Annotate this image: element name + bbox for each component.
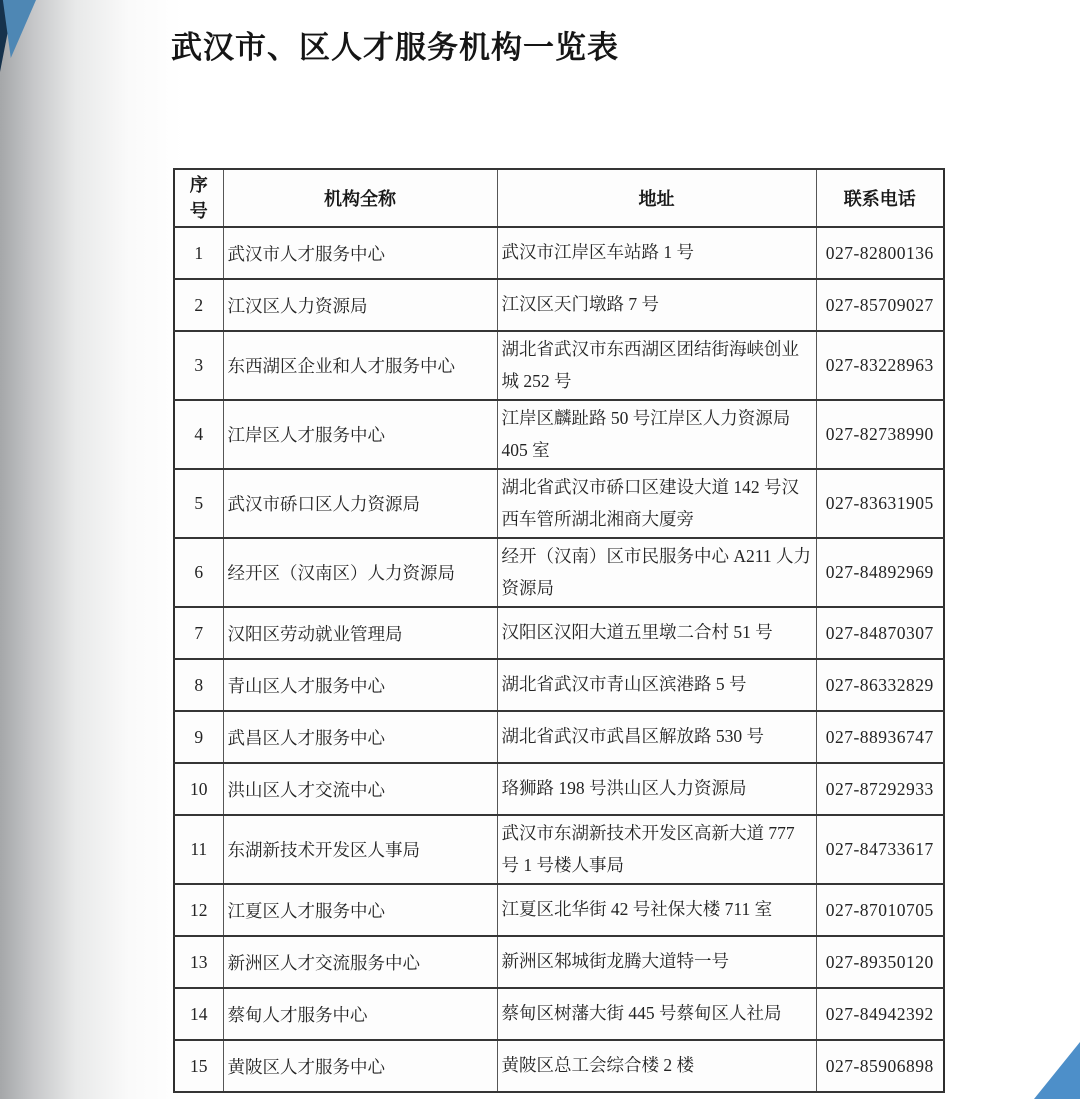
row-no: 6 (174, 538, 223, 607)
address-cell: 湖北省武汉市武昌区解放路 530 号 (497, 711, 816, 763)
header-no-label: 序号 (189, 175, 208, 222)
phone-cell: 027-89350120 (816, 936, 944, 988)
row-no: 15 (174, 1040, 223, 1092)
header-no (174, 169, 223, 227)
table-row (174, 815, 944, 884)
phone-cell: 027-84892969 (816, 538, 944, 607)
phone-cell: 027-83228963 (816, 331, 944, 400)
row-no: 12 (174, 884, 223, 936)
page-title: 武汉市、区人才服务机构一览表 (171, 30, 619, 65)
org-name-cell: 蔡甸人才服务中心 (223, 988, 497, 1040)
phone-cell: 027-85709027 (816, 279, 944, 331)
row-no: 5 (174, 469, 223, 538)
row-no: 14 (174, 988, 223, 1040)
org-name-cell: 东西湖区企业和人才服务中心 (223, 331, 497, 400)
phone-cell: 027-88936747 (816, 711, 944, 763)
table-row (174, 538, 944, 607)
table-header (174, 169, 944, 227)
org-name-cell: 武昌区人才服务中心 (223, 711, 497, 763)
address-cell: 珞狮路 198 号洪山区人力资源局 (497, 763, 816, 815)
address-cell: 黄陂区总工会综合楼 2 楼 (497, 1040, 816, 1092)
address-cell: 经开（汉南）区市民服务中心 A211 人力资源局 (497, 538, 816, 607)
phone-cell: 027-82800136 (816, 227, 944, 279)
org-name-cell: 汉阳区劳动就业管理局 (223, 607, 497, 659)
row-no: 10 (174, 763, 223, 815)
table-row (174, 763, 944, 815)
table-row (174, 469, 944, 538)
table-row (174, 1040, 944, 1092)
header-row (174, 169, 944, 227)
org-name-cell: 武汉市硚口区人力资源局 (223, 469, 497, 538)
row-no: 2 (174, 279, 223, 331)
row-no: 1 (174, 227, 223, 279)
row-no: 13 (174, 936, 223, 988)
address-cell: 湖北省武汉市东西湖区团结街海峡创业城 252 号 (497, 331, 816, 400)
header-address: 地址 (497, 169, 816, 227)
address-cell: 江岸区麟趾路 50 号江岸区人力资源局 405 室 (497, 400, 816, 469)
org-name-cell: 东湖新技术开发区人事局 (223, 815, 497, 884)
table-row (174, 227, 944, 279)
phone-cell: 027-84870307 (816, 607, 944, 659)
org-name-cell: 洪山区人才交流中心 (223, 763, 497, 815)
address-cell: 新洲区邾城街龙腾大道特一号 (497, 936, 816, 988)
row-no: 3 (174, 331, 223, 400)
row-no: 11 (174, 815, 223, 884)
org-name-cell: 江岸区人才服务中心 (223, 400, 497, 469)
phone-cell: 027-84733617 (816, 815, 944, 884)
org-name-cell: 江汉区人力资源局 (223, 279, 497, 331)
header-org-name: 机构全称 (223, 169, 497, 227)
phone-cell: 027-82738990 (816, 400, 944, 469)
table-row (174, 884, 944, 936)
agency-table (173, 168, 945, 1093)
phone-cell: 027-83631905 (816, 469, 944, 538)
address-cell: 江汉区天门墩路 7 号 (497, 279, 816, 331)
table-row (174, 400, 944, 469)
row-no: 7 (174, 607, 223, 659)
table-row (174, 711, 944, 763)
phone-cell: 027-85906898 (816, 1040, 944, 1092)
org-name-cell: 经开区（汉南区）人力资源局 (223, 538, 497, 607)
row-no: 4 (174, 400, 223, 469)
table-row (174, 988, 944, 1040)
address-cell: 武汉市江岸区车站路 1 号 (497, 227, 816, 279)
table-row (174, 331, 944, 400)
row-no: 9 (174, 711, 223, 763)
corner-triangle-icon (1034, 1042, 1080, 1099)
phone-cell: 027-84942392 (816, 988, 944, 1040)
org-name-cell: 新洲区人才交流服务中心 (223, 936, 497, 988)
row-no: 8 (174, 659, 223, 711)
org-name-cell: 黄陂区人才服务中心 (223, 1040, 497, 1092)
address-cell: 湖北省武汉市青山区滨港路 5 号 (497, 659, 816, 711)
address-cell: 湖北省武汉市硚口区建设大道 142 号汉西车管所湖北湘商大厦旁 (497, 469, 816, 538)
phone-cell: 027-86332829 (816, 659, 944, 711)
org-name-cell: 青山区人才服务中心 (223, 659, 497, 711)
address-cell: 江夏区北华街 42 号社保大楼 711 室 (497, 884, 816, 936)
table-row (174, 607, 944, 659)
address-cell: 武汉市东湖新技术开发区高新大道 777 号 1 号楼人事局 (497, 815, 816, 884)
header-phone: 联系电话 (816, 169, 944, 227)
table-row (174, 659, 944, 711)
table-row (174, 936, 944, 988)
address-cell: 蔡甸区树藩大街 445 号蔡甸区人社局 (497, 988, 816, 1040)
address-cell: 汉阳区汉阳大道五里墩二合村 51 号 (497, 607, 816, 659)
phone-cell: 027-87010705 (816, 884, 944, 936)
org-name-cell: 武汉市人才服务中心 (223, 227, 497, 279)
phone-cell: 027-87292933 (816, 763, 944, 815)
org-name-cell: 江夏区人才服务中心 (223, 884, 497, 936)
table-row (174, 279, 944, 331)
